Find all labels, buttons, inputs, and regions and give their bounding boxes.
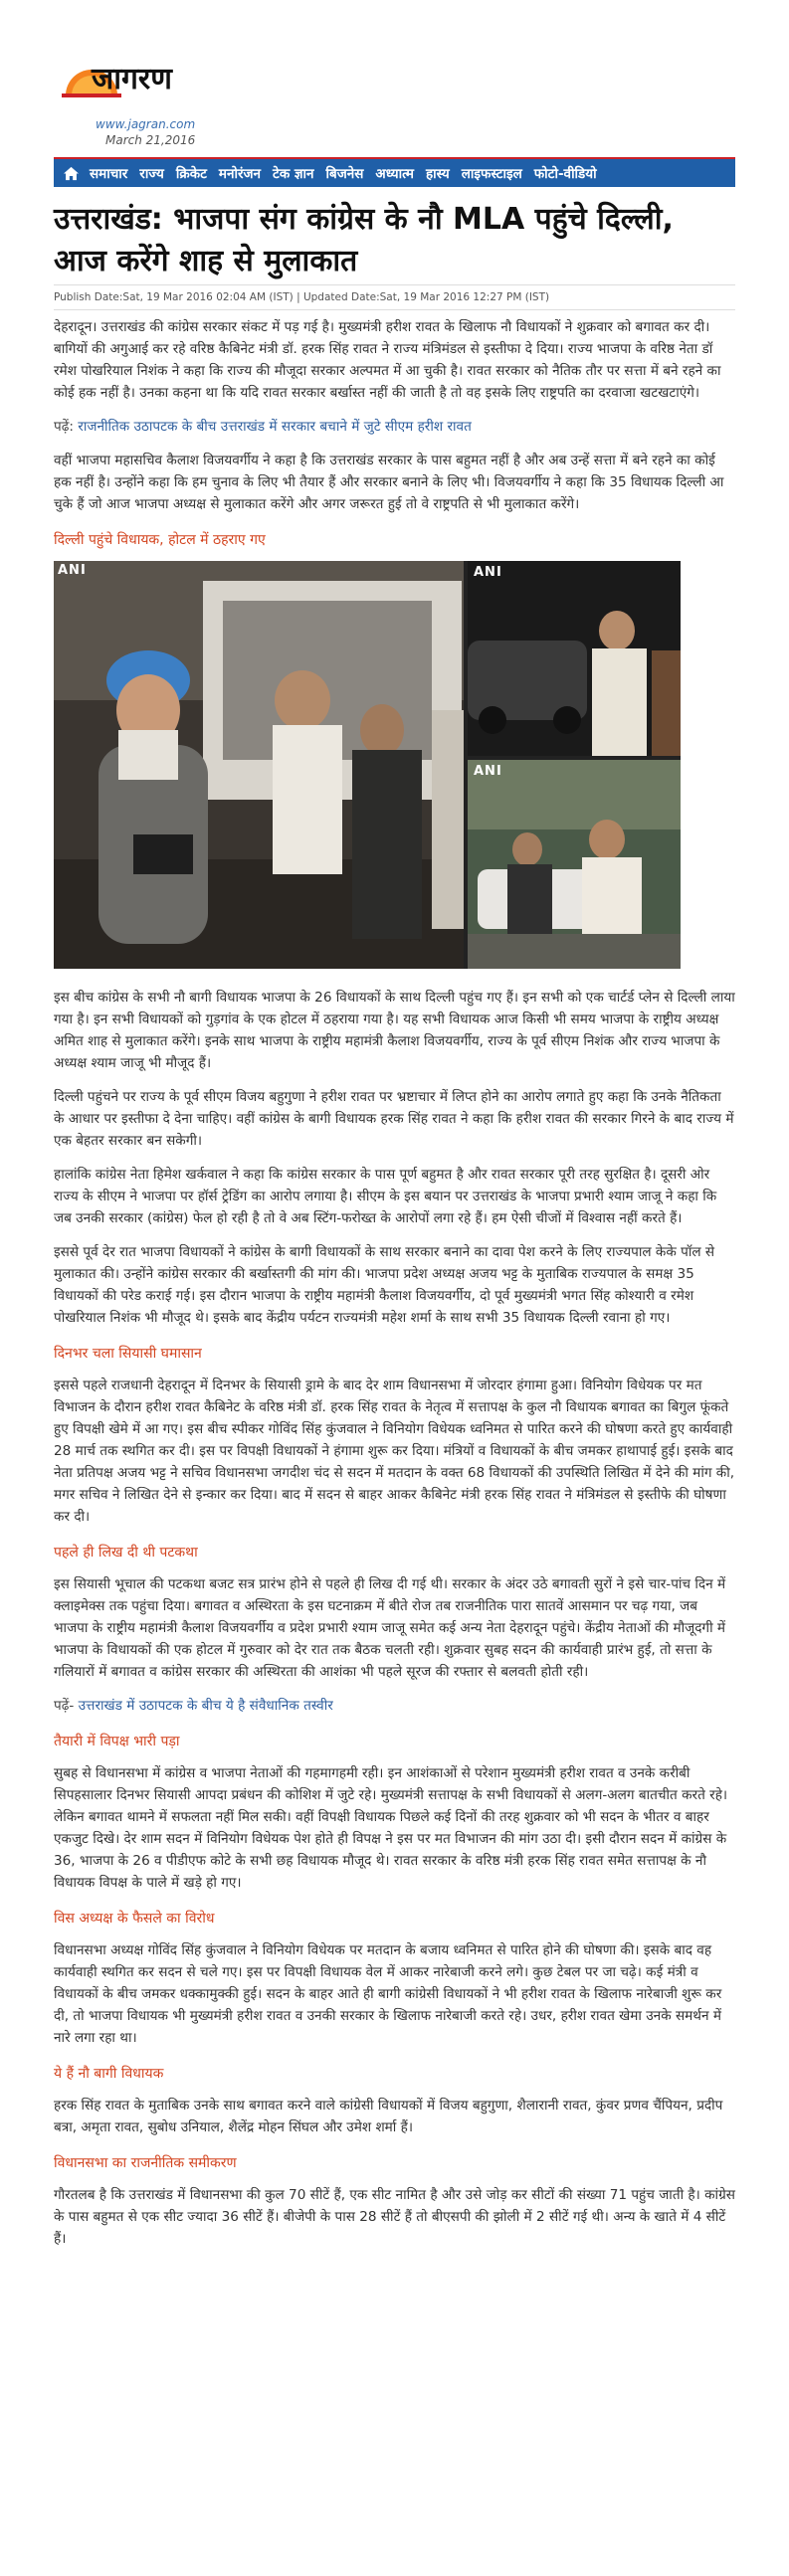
photo-watermark: ANI — [474, 565, 502, 580]
main-nav — [54, 157, 735, 187]
nav-item-news[interactable]: समाचार — [90, 166, 128, 182]
article-paragraph: इस बीच कांग्रेस के सभी नौ बागी विधायक भाजपा के 26 विधायकों के साथ दिल्ली पहुंच गए हैं। इन सभी को एक चार्टर्ड प्लेन से दिल्ली लाया गया है। इन सभी विधायकों को गुड़गांव के एक होटल में ठहराया गया है। यह सभी विधायक आज किसी भी समय भाजपा के राष्ट्रीय अध्यक्ष अमित शाह से मुलाकात करेंगे। इनके साथ भाजपा के राष्ट्रीय महामंत्री कैलाश विजयवर्गीय, राज्य के पूर्व सीएम निशंक और राज्य भाजपा के अध्यक्ष श्याम जाजू भी मौजूद हैं। — [54, 990, 735, 1071]
read-also-prefix: पढ़ें: — [54, 419, 79, 435]
article-paragraph: हरक सिंह रावत के मुताबिक उनके साथ बगावत करने वाले कांग्रेसी विधायकों में विजय बहुगुणा, शैलारानी रावत, कुंवर प्रणव चैंपियन, प्रदीप बत्रा, अमृता रावत, सुबोध उनियाल, शैलेंद्र मोहन सिंघल और उमेश शर्मा हैं। — [54, 2098, 723, 2135]
article-paragraph: गौरतलब है कि उत्तराखंड में विधानसभा की कुल 70 सीटें हैं, एक सीट नामित है और उसे जोड़ कर सीटों की संख्या 71 पहुंच जाती है। कांग्रेस के पास बहुमत से एक सीट ज्यादा 36 सीटें हैं। बीजेपी के पास 28 सीटें हैं तो बीएसपी की झोली में 2 सीटें गई थी। अन्य के खाते में 4 सीटें हैं। — [54, 2187, 735, 2247]
article-photo-collage[interactable] — [54, 561, 681, 969]
read-also-link-1 — [54, 416, 735, 438]
article-byline: Publish Date:Sat, 19 Mar 2016 02:04 AM (IST) | Updated Date:Sat, 19 Mar 2016 12:27 PM (IST) — [54, 284, 735, 310]
read-also-anchor[interactable]: राजनीतिक उठापटक के बीच उत्तराखंड में सरकार बचाने में जुटे सीएम हरीश रावत — [78, 419, 472, 435]
read-also-anchor[interactable]: उत्तराखंड में उठापटक के बीच ये है संवैधानिक तस्वीर — [78, 1698, 333, 1714]
photo-watermark: ANI — [474, 764, 502, 779]
article-paragraph: हालांकि कांग्रेस नेता हिमेश खर्कवाल ने कहा कि कांग्रेस सरकार के पास पूर्ण बहुमत है और रावत सरकार पूरी तरह सुरक्षित है। दूसरी ओर राज्य के सीएम ने भाजपा पर हॉर्स ट्रेडिंग का आरोप लगाया है। सीएम के इस बयान पर उत्तराखंड के भाजपा प्रभारी श्याम जाजू ने कहा कि जब उनकी सरकार (कांग्रेस) फेल हो रही है तो वे अब स्टिंग-फरोख्त के आरोपों लगा रहे हैं। हम ऐसी चीजों में विश्वास नहीं करते हैं। — [54, 1167, 717, 1226]
site-url[interactable]: www.jagran.com — [96, 117, 196, 131]
site-header — [0, 0, 789, 154]
jagran-logo[interactable] — [58, 62, 233, 112]
logo-text: जागरण — [92, 62, 172, 96]
header-date: March 21,2016 — [105, 133, 196, 147]
subheading: ये हैं नौ बागी विधायक — [54, 2066, 164, 2082]
nav-item-photo-video[interactable]: फोटो-वीडियो — [533, 166, 597, 182]
article-paragraph: दिल्ली पहुंचने पर राज्य के पूर्व सीएम विजय बहुगुणा ने हरीश रावत पर भ्रष्टाचार में लिप्त होने का आरोप लगाते हुए कहा कि उनके नैतिकता के आधार पर इस्तीफा दे देना चाहिए। वहीं कांग्रेस के बागी विधायक हरक सिंह रावत ने कहा कि हरीश रावत की सरकार गिरने के बाद राज्य में एक बेहतर सरकार बन सकेगी। — [54, 1089, 734, 1149]
subheading: विस अध्यक्ष के फैसले का विरोध — [54, 1911, 215, 1927]
article-body — [54, 316, 735, 2262]
read-also-link-2 — [54, 1695, 735, 1717]
article-paragraph: इससे पूर्व देर रात भाजपा विधायकों ने कांग्रेस के बागी विधायकों के साथ सरकार बनाने का दावा पेश करने के लिए राज्यपाल केके पॉल से मुलाकात की। उन्होंने कांग्रेस सरकार की बर्खास्तगी की मांग की। भाजपा प्रदेश अध्यक्ष अजय भट्ट के मुताबिक राज्यपाल के समक्ष 35 विधायकों की परेड कराई गई। इस दौरान भाजपा के राष्ट्रीय महामंत्री कैलाश विजयवर्गीय, दो पूर्व मुख्यमंत्री भगत सिंह कोश्यारी व रमेश पोखरियाल निशंक भी मौजूद थे। इसके बाद केंद्रीय पर्यटन राज्यमंत्री महेश शर्मा के साथ सभी 35 विधायक दिल्ली रवाना हो गए। — [54, 1244, 715, 1326]
subheading: पहले ही लिख दी थी पटकथा — [54, 1545, 198, 1561]
home-icon[interactable] — [60, 162, 82, 184]
read-also-prefix: पढ़ें- — [54, 1698, 79, 1714]
article-paragraph: वहीं भाजपा महासचिव कैलाश विजयवर्गीय ने कहा है कि उत्तराखंड सरकार के पास बहुमत नहीं है और अब उन्हें सत्ता में बने रहने का कोई हक नहीं है। उन्होंने कहा कि हम चुनाव के लिए भी तैयार हैं और सरकार बनाने के लिए भी। विजयवर्गीय ने कहा कि 35 विधायक दिल्ली आ चुके हैं जो आज भाजपा अध्यक्ष से मुलाकात करेंगे और अगर जरूरत हुई तो वे राष्ट्रपति से भी मुलाकात करेंगे। — [54, 453, 724, 512]
article-paragraph: विधानसभा अध्यक्ष गोविंद सिंह कुंजवाल ने विनियोग विधेयक पर मतदान के बजाय ध्वनिमत से पारित होने की घोषणा की। इसके बाद वह कार्यवाही स्थगित कर सदन से चले गए। इस पर विपक्षी विधायक वेल में आकर नारेबाजी करने लगे। कुछ टेबल पर जा चढ़े। कई मंत्री व विधायकों के बीच जमकर धक्कामुक्की हुई। सदन के बाहर आते ही बागी कांग्रेसी विधायकों ने भी हरीश रावत के खिलाफ नारेबाजी शुरू कर दी, तो भाजपा विधायक भी मुख्यमंत्री हरीश रावत व उनकी सरकार के खिलाफ नारेबाजी करते रहे। उधर, हरीश रावत खेमा उनके समर्थन में नारे लगा रहा था। — [54, 1942, 722, 2046]
photo-main — [54, 561, 464, 969]
subheading: दिनभर चला सियासी घमासान — [54, 1346, 202, 1362]
subheading: तैयारी में विपक्ष भारी पड़ा — [54, 1734, 180, 1749]
article-paragraph: सुबह से विधानसभा में कांग्रेस व भाजपा नेताओं की गहमागहमी रही। इन आशंकाओं से परेशान मुख्यमंत्री हरीश रावत व उनके करीबी सिपहसालार दिनभर सियासी आपदा प्रबंधन की कोशिश में जुटे रहे। मुख्यमंत्री सत्तापक्ष के सभी विधायकों से अलग-अलग बातचीत करते रहे। लेकिन बगावत थामने में सफलता नहीं मिल सकी। वहीं विपक्षी विधायक पिछले कई दिनों की तरह शुक्रवार को भी सदन के भीतर व बाहर एकजुट दिखे। देर शाम सदन में विनियोग विधेयक पेश होते ही विपक्ष ने इस पर मत विभाजन की मांग उठा दी। इसी दौरान सदन में कांग्रेस के 36, भाजपा के 26 व पीडीएफ कोटे के सभी छह विधायक मौजूद थे। रावत सरकार के वरिष्ठ मंत्री हरक सिंह रावत समेत सत्तापक्ष के नौ विधायक विपक्ष के पाले में खड़े हो गए। — [54, 1765, 728, 1891]
nav-item-states[interactable]: राज्य — [139, 166, 164, 182]
nav-item-humor[interactable]: हास्य — [425, 166, 450, 182]
article-title: उत्तराखंड: भाजपा संग कांग्रेस के नौ MLA पहुंचे दिल्ली, आज करेंगे शाह से मुलाकात — [54, 202, 674, 278]
nav-item-entertainment[interactable]: मनोरंजन — [218, 166, 262, 182]
nav-item-lifestyle[interactable]: लाइफस्टाइल — [461, 166, 522, 182]
article-paragraph: इस सियासी भूचाल की पटकथा बजट सत्र प्रारंभ होने से पहले ही लिख दी गई थी। सरकार के अंदर उठे बगावती सुरों ने इसे चार-पांच दिन में क्लाइमेक्स तक पहुंचा दिया। बगावत व अस्थिरता के इस घटनाक्रम में बीते रोज तब राजनीतिक पारा सातवें आसमान पर चढ़ गया, जब भाजपा के राष्ट्रीय महामंत्री कैलाश विजयवर्गीय व प्रदेश प्रभारी श्याम जाजू समेत कई अन्य नेता देहरादून पहुंचे। केंद्रीय नेताओं की मौजूदगी में भाजपा के विधायकों की एक होटल में गुरुवार को देर रात तक बैठक चलती रही। शुक्रवार सुबह सदन की कार्यवाही प्रारंभ हुई, तो सत्ता के गलियारों में बगावत व कांग्रेस सरकार की अस्थिरता की आशंका भी पहले सूरज की रफ्तार से बलवती होती रही। — [54, 1576, 726, 1680]
subheading: दिल्ली पहुंचे विधायक, होटल में ठहराए गए — [54, 532, 266, 548]
article-paragraph: देहरादून। उत्तराखंड की कांग्रेस सरकार संकट में पड़ गई है। मुख्यमंत्री हरीश रावत के खिलाफ नौ विधायकों ने शुक्रवार को बगावत कर दी। बागियों की अगुआई कर रहे वरिष्ठ कैबिनेट मंत्री डॉ. हरक सिंह रावत ने राज्य मंत्रिमंडल से इस्तीफा दे दिया। राज्य भाजपा के वरिष्ठ नेता डॉ रमेश पोखरियाल निशंक ने कहा कि राज्य की मौजूदा सरकार अल्पमत में आ चुकी है। रावत सरकार को नैतिक तौर पर सत्ता में बने रहने का कोई हक नहीं है। उनका कहना था कि यदि रावत सरकार बर्खास्त नहीं की जाती है तो वह इसके लिए राष्ट्रपति का दरवाजा खटखटाएंगे। — [54, 319, 721, 401]
photo-top-right — [468, 561, 681, 756]
photo-watermark: ANI — [58, 563, 87, 578]
nav-item-cricket[interactable]: क्रिकेट — [175, 166, 207, 182]
subheading: विधानसभा का राजनीतिक समीकरण — [54, 2155, 237, 2171]
photo-bottom-right — [468, 760, 681, 969]
article-paragraph: इससे पहले राजधानी देहरादून में दिनभर के सियासी ड्रामे के बाद देर शाम विधानसभा में जोरदार हंगामा हुआ। विनियोग विधेयक पर मत विभाजन के दौरान हरीश रावत कैबिनेट के वरिष्ठ मंत्री डॉ. हरक सिंह रावत के नेतृत्व में सत्तापक्ष के कुल नौ विधायक बगावत का बिगुल फूंकते हुए विपक्षी खेमे में आ गए। इस बीच स्पीकर गोविंद सिंह कुंजवाल ने विनियोग विधेयक ध्वनिमत से पारित करने की घोषणा करते हुए कार्यवाही 28 मार्च तक स्थगित कर दी। इस पर विपक्षी विधायकों ने हंगामा शुरू कर दिया। मंत्रियों व विधायकों के बीच जमकर हाथापाई हुई। इसके बाद नेता प्रतिपक्ष अजय भट्ट ने सचिव विधानसभा जगदीश चंद से सदन में मतदान के वक्त 68 विधायकों की उपस्थिति लिखित में देने की मांग की, मगर सचिव ने लिखित देने से इन्कार कर दिया। बाद में सदन से बाहर आकर कैबिनेट मंत्री हरक सिंह रावत ने मंत्रिमंडल से इस्तीफे की घोषणा कर दी। — [54, 1378, 735, 1525]
nav-item-business[interactable]: बिजनेस — [325, 166, 364, 182]
nav-item-tech[interactable]: टेक ज्ञान — [273, 166, 314, 182]
nav-item-spirituality[interactable]: अध्यात्म — [375, 166, 414, 182]
